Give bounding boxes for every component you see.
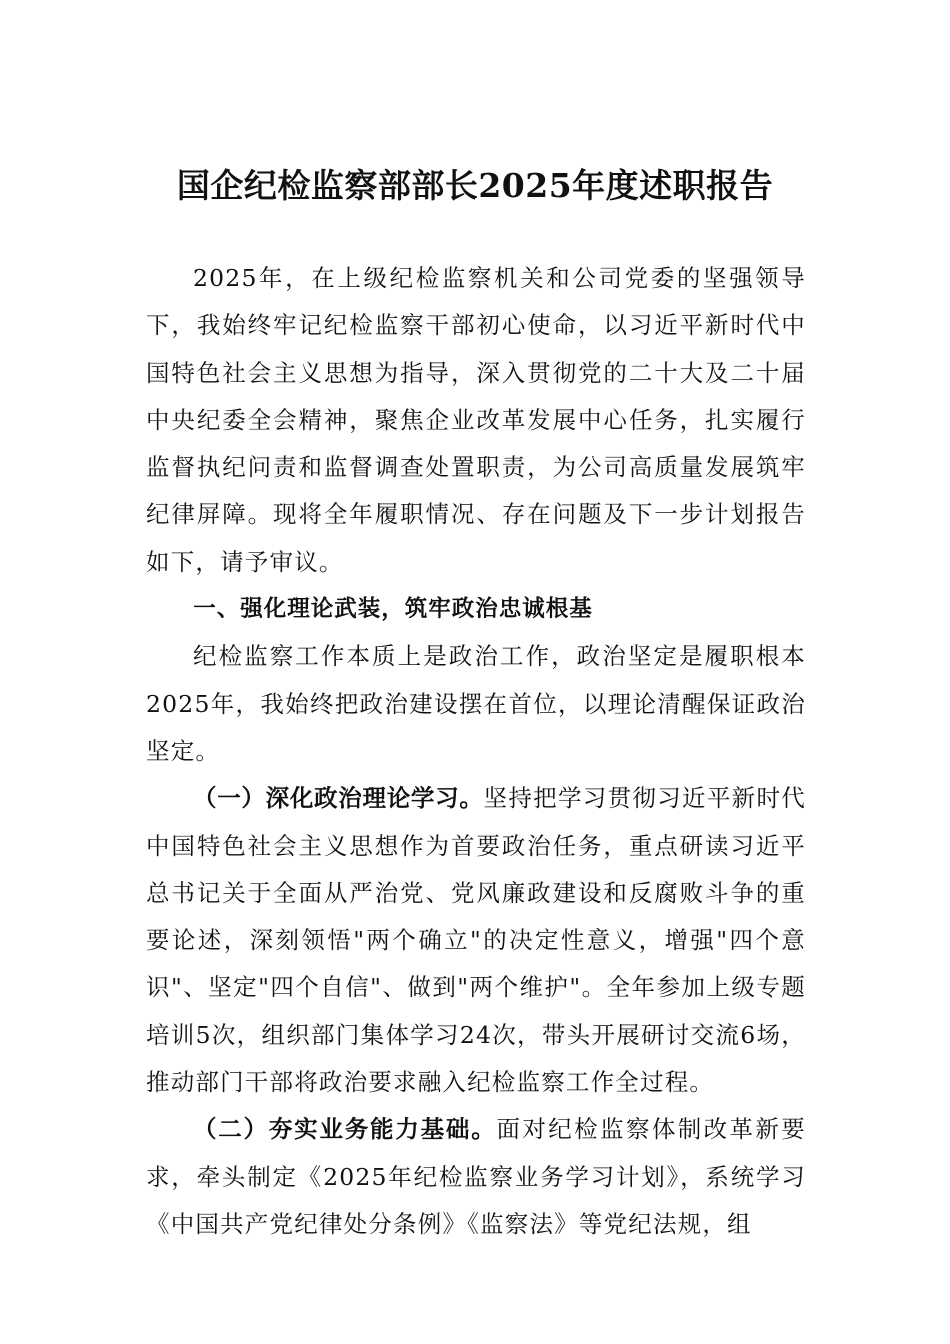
subsection-1-lead: （一）深化政治理论学习。 bbox=[193, 784, 484, 813]
subsection-2-paragraph bbox=[146, 1106, 806, 1248]
subsection-2-text: 面对纪检监察体制改革新要求，牵头制定《2025年纪检监察业务学习计划》，系统学习《中国共产党纪律处分条例》《监察法》等党纪法规，组 bbox=[146, 1115, 806, 1238]
section-heading-1: 一、强化理论武装，筑牢政治忠诚根基 bbox=[193, 596, 593, 623]
section-1-intro-paragraph: 纪检监察工作本质上是政治工作，政治坚定是履职根本2025年，我始终把政治建设摆在首位，以理论清醒保证政治坚定。 bbox=[146, 642, 806, 765]
subsection-2-lead: （二）夯实业务能力基础。 bbox=[193, 1115, 497, 1144]
document-title: 国企纪检监察部部长2025年度述职报告 bbox=[176, 166, 774, 205]
document-body bbox=[146, 255, 806, 1248]
intro-paragraph: 2025年，在上级纪检监察机关和公司党委的坚强领导下，我始终牢记纪检监察干部初心使命，以习近平新时代中国特色社会主义思想为指导，深入贯彻党的二十大及二十届中央纪委全会精神，聚焦企业改革发展中心任务，扎实履行监督执纪问责和监督调查处置职责，为公司高质量发展筑牢纪律屏障。现将全年履职情况、存在问题及下一步计划报告如下，请予审议。 bbox=[146, 264, 806, 576]
subsection-1-paragraph bbox=[146, 775, 806, 1106]
subsection-1-text: 坚持把学习贯彻习近平新时代中国特色社会主义思想作为首要政治任务，重点研读习近平总书记关于全面从严治党、党风廉政建设和反腐败斗争的重要论述，深刻领悟"两个确立"的决定性意义，增强"四个意识"、坚定"四个自信"、做到"两个维护"。全年参加上级专题培训5次，组织部门集体学习24次，带头开展研讨交流6场，推动部门干部将政治要求融入纪检监察工作全过程。 bbox=[146, 784, 806, 1097]
